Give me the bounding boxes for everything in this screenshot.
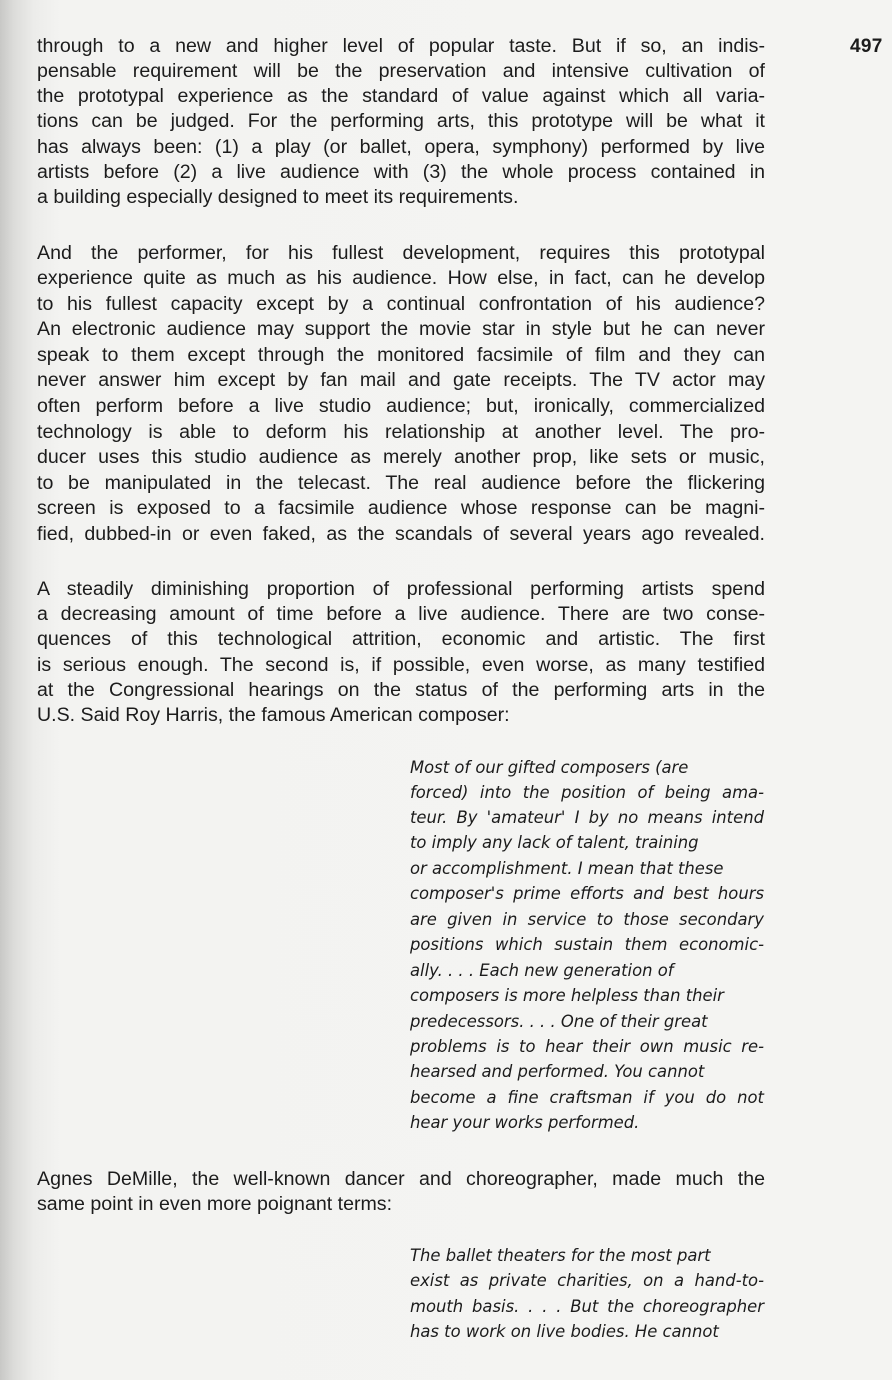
text-line: An electronic audience may support the movie star in style but he can never [37, 318, 765, 340]
text-line: at the Congressional hearings on the status of the performing arts in the [37, 679, 765, 701]
text-line: a building especially designed to meet its requirements. [37, 186, 519, 208]
text-line: quences of this technological attrition, economic and artistic. The first [37, 628, 765, 650]
text-line: artists before (2) a live audience with (3) the whole process contained in [37, 161, 765, 183]
text-line: is serious enough. The second is, if possible, even worse, as many testified [37, 654, 765, 676]
quote-line: exist as private charities, on a hand-to- [410, 1271, 764, 1290]
text-line: through to a new and higher level of popular taste. But if so, an indis- [37, 35, 765, 57]
text-line: Agnes DeMille, the well-known dancer and choreographer, made much the [37, 1168, 765, 1190]
quote-line: problems is to hear their own music re- [410, 1037, 764, 1056]
quote-line: composer's prime efforts and best hours [410, 884, 764, 903]
quote-line: forced) into the position of being ama- [410, 783, 764, 802]
text-line: pensable requirement will be the preservation and intensive cultivation of [37, 60, 765, 82]
text-line: often perform before a live studio audience; but, ironically, commercialized [37, 395, 765, 417]
quote-line: hearsed and performed. You cannot [410, 1062, 705, 1081]
text-line: screen is exposed to a facsimile audience whose response can be magni- [37, 497, 765, 519]
quote-line: composers is more helpless than their [410, 986, 724, 1005]
text-line: fied, dubbed-in or even faked, as the scandals of several years ago revealed. [37, 523, 765, 545]
page-number: 497 [850, 36, 883, 57]
text-line: tions can be judged. For the performing arts, this prototype will be what it [37, 110, 765, 132]
text-line: to be manipulated in the telecast. The real audience before the flickering [37, 472, 765, 494]
quote-line: become a fine craftsman if you do not [410, 1088, 764, 1107]
text-line: A steadily diminishing proportion of professional performing artists spend [37, 578, 765, 600]
text-line: a decreasing amount of time before a live audience. There are two conse- [37, 603, 765, 625]
quote-line: Most of our gifted composers (are [410, 758, 689, 777]
quote-line: hear your works performed. [410, 1113, 640, 1132]
text-line: U.S. Said Roy Harris, the famous American composer: [37, 704, 510, 726]
quote-line: positions which sustain them economic- [410, 935, 764, 954]
quote-line: are given in service to those secondary [410, 910, 764, 929]
quote-line: The ballet theaters for the most part [410, 1246, 711, 1265]
text-line: same point in even more poignant terms: [37, 1193, 393, 1215]
text-line: experience quite as much as his audience. How else, in fact, can he develop [37, 267, 765, 289]
quote-line: mouth basis. . . . But the choreographer [410, 1297, 764, 1316]
text-line: the prototypal experience as the standard of value against which all varia- [37, 85, 765, 107]
text-line: speak to them except through the monitored facsimile of film and they can [37, 344, 765, 366]
text-line: to his fullest capacity except by a continual confrontation of his audience? [37, 293, 765, 315]
text-line: technology is able to deform his relationship at another level. The pro- [37, 421, 765, 443]
quote-line: predecessors. . . . One of their great [410, 1012, 708, 1031]
text-line: never answer him except by fan mail and gate receipts. The TV actor may [37, 369, 765, 391]
text-line: has always been: (1) a play (or ballet, opera, symphony) performed by live [37, 136, 765, 158]
text-line: ducer uses this studio audience as merely another prop, like sets or music, [37, 446, 765, 468]
quote-line: ally. . . . Each new generation of [410, 961, 674, 980]
text-line: And the performer, for his fullest development, requires this prototypal [37, 242, 765, 264]
quote-line: teur. By 'amateur' I by no means intend [410, 808, 764, 827]
quote-line: to imply any lack of talent, training [410, 833, 699, 852]
quote-line: or accomplishment. I mean that these [410, 859, 724, 878]
quote-line: has to work on live bodies. He cannot [410, 1322, 719, 1341]
